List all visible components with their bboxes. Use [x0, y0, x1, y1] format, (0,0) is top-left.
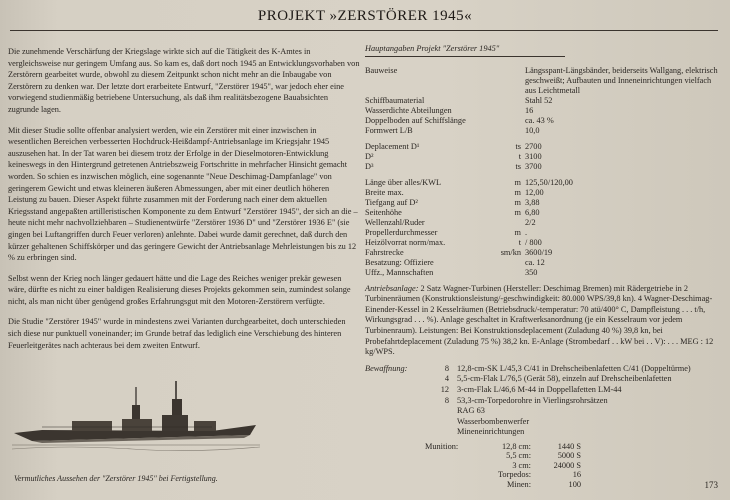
spec-row [365, 162, 723, 172]
armament-row [365, 417, 691, 428]
spec-label: Propellerdurchmesser [365, 227, 438, 237]
ammunition-table [425, 442, 585, 489]
armament-label [365, 385, 427, 396]
ammunition-label [425, 470, 481, 479]
ammunition-amount: 24000 S [553, 460, 581, 470]
spec-value: 3,88 [525, 197, 540, 207]
subhead-rule [365, 56, 565, 57]
spec-label: Schiffbaumaterial [365, 95, 425, 105]
armament-row [365, 396, 691, 407]
spec-value: ca. 12 [525, 257, 545, 267]
ammunition-label [425, 451, 481, 460]
specs-subhead: Hauptangaben Projekt "Zerstörer 1945" [365, 44, 500, 53]
ammunition-label [425, 480, 481, 489]
spec-unit: t [518, 151, 521, 161]
spec-row [365, 142, 723, 152]
paragraph: Selbst wenn der Krieg noch länger gedauert hätte und die Lage des Reiches weniger prekär gewesen wäre, dürfte es nicht zu einer baldigen Realisierung dieses Projekts gekommen sein, zumindest solange nicht, als man nicht über genügend großes Erfahrungsgut mit den Motoren-Zerstörern verfügte. [8, 273, 351, 306]
spec-value: 3600/19 [525, 247, 553, 257]
armament-row [365, 364, 691, 375]
spec-unit: ts [515, 161, 521, 171]
armament-label [365, 374, 427, 385]
spec-value: 12,00 [525, 187, 544, 197]
spec-label: Formwert L/B [365, 125, 413, 135]
spec-row [365, 198, 723, 208]
spec-row [365, 238, 723, 248]
spec-value: 125,50/120,00 [525, 177, 573, 187]
paragraph: Mit dieser Studie sollte offenbar analysiert werden, wie ein Zerstörer mit einer inzwischen in wesentlichen Bereichen verbesserten Hochdruck-Heißdampf-Antriebsanlage im Kriegsjahr 1945 auszusehen hat. In der Tat waren bei diesem trotz der Erfolge in der Dieselmotoren-Entwicklung keineswegs in den Hintergrund getretenen Antriebszweig Fortschritte in mehrfacher Hinsicht gemacht worden. So schien es inzwischen möglich, eine sogenannte "Neue Deschimag-Dampfanlage" von geringerem Gewicht und etwas kleineren äußeren Abmessungen, aber mit einer deutlich höheren Leistung zu bauen. Dieser Aspekt führte zusammen mit der Forderung nach einer dem aktuellen Kriegsstand angepaßten artilleristischen Komponente zu dem Entwurf "Zerstörer 1945", der sich an die – heute nicht mehr nachvollziehbaren – Studienentwürfe "Zerstörer 1936 D" und "Zerstörer 1936 E" (sie gingen bei Luftangriffen durch Feuer verloren) anlehnte. Dabei wurde damit gerechnet, daß durch den kürzer gehaltenen Schiffskörper und das geringere Gewicht der Antriebsanlage Mehrleistungen bis zu 12 % zu erbringen sind. [8, 125, 358, 263]
spec-value: 16 [525, 105, 534, 115]
armament-item: 12,8-cm-SK L/45,3 C/41 in Drehscheibenlafetten C/41 (Doppeltürme) [457, 363, 691, 373]
spec-row [365, 228, 723, 238]
spec-value: 350 [525, 267, 538, 277]
ammunition-row [425, 480, 585, 489]
armament-label [365, 406, 427, 417]
armament-item: 3-cm-Flak L/46,6 M-44 in Doppellafetten LM-44 [457, 384, 622, 394]
spec-unit [493, 218, 525, 228]
spec-value: 6,80 [525, 207, 540, 217]
destroyer-drawing [12, 375, 262, 460]
armament-count: 8 [444, 363, 449, 373]
ammunition-row [425, 461, 585, 470]
spec-row [365, 248, 723, 258]
spec-label: Heizölvorrat norm/max. [365, 237, 446, 247]
spec-value: ca. 43 % [525, 115, 554, 125]
spec-value: . [525, 227, 528, 237]
ammunition-caliber: 3 cm: [512, 460, 531, 470]
ammunition-label: Munition: [425, 441, 459, 451]
armament-item: 53,3-cm-Torpedorohre in Vierlingsrohrsätzen [457, 395, 608, 405]
spec-row [365, 208, 723, 218]
spec-label: Länge über alles/KWL [365, 177, 442, 187]
spec-label: Besatzung: Offiziere [365, 257, 434, 267]
spec-row [365, 126, 723, 136]
armament-count [427, 406, 457, 417]
armament-count [427, 417, 457, 428]
spec-unit [493, 106, 525, 116]
spec-unit: ts [515, 141, 521, 151]
figure-caption: Vermutliches Aussehen der "Zerstörer 1945" bei Fertigstellung. [14, 474, 218, 483]
spec-row [365, 188, 723, 198]
spec-label: Deplacement D¹ [365, 141, 420, 151]
title-rule [10, 30, 718, 31]
ammunition-amount: 1440 S [557, 441, 581, 451]
spec-row [365, 258, 723, 268]
armament-label [365, 417, 427, 428]
paragraph: Die Studie "Zerstörer 1945" wurde in mindestens zwei Varianten durchgearbeitet, doch unterschieden sich diese nur punktuell voneinander; im Grunde betraf das lediglich eine Verschiebung des hinteren Feuerleitgerätes nach achteraus bei dem zweiten Entwurf. [8, 317, 346, 350]
armament-item: 5,5-cm-Flak L/76,5 (Gerät 58), einzeln auf Drehscheibenlafetten [457, 374, 672, 384]
ammunition-caliber: Torpedos: [497, 470, 531, 480]
spec-value: 2700 [525, 141, 542, 151]
ammunition-amount: 100 [568, 479, 581, 489]
spec-label: Tiefgang auf D² [365, 197, 418, 207]
right-column [365, 44, 723, 489]
armament-label [365, 396, 427, 407]
spec-unit [493, 116, 525, 126]
page-number: 173 [704, 480, 718, 490]
armament-row [365, 406, 691, 417]
spec-value: Stahl 52 [525, 95, 553, 105]
spec-label: Doppelboden auf Schiffslänge [365, 115, 466, 125]
spec-row [365, 152, 723, 162]
spec-unit: m [514, 187, 521, 197]
propulsion-text: 2 Satz Wagner-Turbinen (Hersteller: Deschimag Bremen) mit Rädergetriebe in 2 Turbinenräumen (Konstruktionsleistung/-geschwindigkeit: 80.000 WPS/39,8 kn). 4 Wagner-Deschimag-Einender-Kessel in 2 Kesselräumen (Betriebsdruck/-temperatur: 70 atü/400° C, Dampfleistung . . . t/h, Wirkungsgrad . . . %). Anlage geschaltet in Kraftwerksanordnung (je ein Kesselraum vor jedem Turbinenraum). Leistungen: Bei Konstruktionsdeplacement (Zuladung 40 %) 39,8 kn, bei Probefahrtdeplacement (Zuladung 75 %) 38,2 kn. E-Anlage (Strombedarf . . kW bei . . V): . . . MEG : 12 kg/WPS. [365, 283, 714, 357]
spec-unit [493, 96, 525, 106]
ammunition-caliber: 5,5 cm: [506, 451, 531, 461]
spec-value: / 800 [525, 237, 542, 247]
spec-value: Längsspant-Längsbänder, beiderseits Wallgang, elektrisch geschweißt; Aufbauten und Inneneinrichtungen vielfach aus Leichtmetall [525, 65, 718, 95]
spec-row [365, 268, 723, 278]
ammunition-amount: 16 [572, 470, 581, 480]
armament-row [365, 374, 691, 385]
spec-unit: m [514, 207, 521, 217]
armament-count: 8 [444, 395, 449, 405]
spec-label: Uffz., Mannschaften [365, 267, 434, 277]
ammunition-row [425, 451, 585, 460]
spec-value: 3700 [525, 161, 542, 171]
armament-item: RAG 63 [457, 406, 485, 416]
specs-table [365, 66, 723, 278]
spec-row [365, 178, 723, 188]
spec-row [365, 218, 723, 228]
spec-unit [493, 258, 525, 268]
left-column [8, 46, 360, 360]
spec-label: Fahrstrecke [365, 247, 404, 257]
propulsion-label: Antriebsanlage: [365, 283, 419, 293]
ammunition-caliber: Minen: [507, 479, 531, 489]
spec-value: 2/2 [525, 217, 536, 227]
spec-label: D² [365, 151, 374, 161]
spec-unit: m [514, 197, 521, 207]
armament-item: Mineneinrichtungen [457, 427, 525, 437]
ammunition-caliber: 12,8 cm: [501, 441, 531, 451]
spec-label: Seitenhöhe [365, 207, 402, 217]
ammunition-label [425, 461, 481, 470]
spec-unit: m [514, 227, 521, 237]
armament-count: 12 [440, 384, 449, 394]
armament-row [365, 385, 691, 396]
spec-value: 3100 [525, 151, 542, 161]
spec-label: Wellenzahl/Ruder [365, 217, 425, 227]
propulsion-block [365, 284, 723, 358]
paragraph: Die zunehmende Verschärfung der Kriegslage wirkte sich auf die Tätigkeit des K-Amtes in vergleichsweise nur geringem Umfang aus. So kam es, daß dort noch 1945 an Entwicklungsvorhaben von Zerstörern gearbeitet wurde, obwohl zu diesem Zeitpunkt schon nicht mehr an die Inbaugabe von Zerstörern zu denken war. Der letzte dort erarbeitete Entwurf, "Zerstörer 1945", war jedoch eher eine vorwiegend studienmäßig betriebene Untersuchung, als daß ihm realitätsbezogene Bauabsichten zugrunde lagen. [8, 47, 360, 114]
ammunition-row [425, 470, 585, 479]
page-title: PROJEKT »ZERSTÖRER 1945« [257, 8, 473, 24]
armament-label [365, 427, 427, 438]
spec-row [365, 66, 723, 96]
spec-unit [493, 66, 525, 96]
spec-label: Bauweise [365, 65, 398, 75]
spec-unit: m [514, 177, 521, 187]
spec-value: 10,0 [525, 125, 540, 135]
spec-row [365, 116, 723, 126]
armament-count [427, 427, 457, 438]
ammunition-amount: 5000 S [557, 451, 581, 461]
spec-label: Breite max. [365, 187, 404, 197]
armament-count: 4 [444, 374, 449, 384]
armament-label: Bewaffnung: [365, 363, 408, 373]
armament-row [365, 427, 691, 438]
spec-unit: t [518, 237, 521, 247]
spec-unit [493, 268, 525, 278]
spec-row [365, 96, 723, 106]
spec-unit [493, 126, 525, 136]
armament-item: Wasserbombenwerfer [457, 416, 530, 426]
spec-unit: sm/kn [500, 247, 521, 257]
spec-label: Wasserdichte Abteilungen [365, 105, 452, 115]
ammunition-row [425, 442, 585, 451]
armament-table [365, 364, 691, 438]
spec-label: D³ [365, 161, 374, 171]
spec-row [365, 106, 723, 116]
